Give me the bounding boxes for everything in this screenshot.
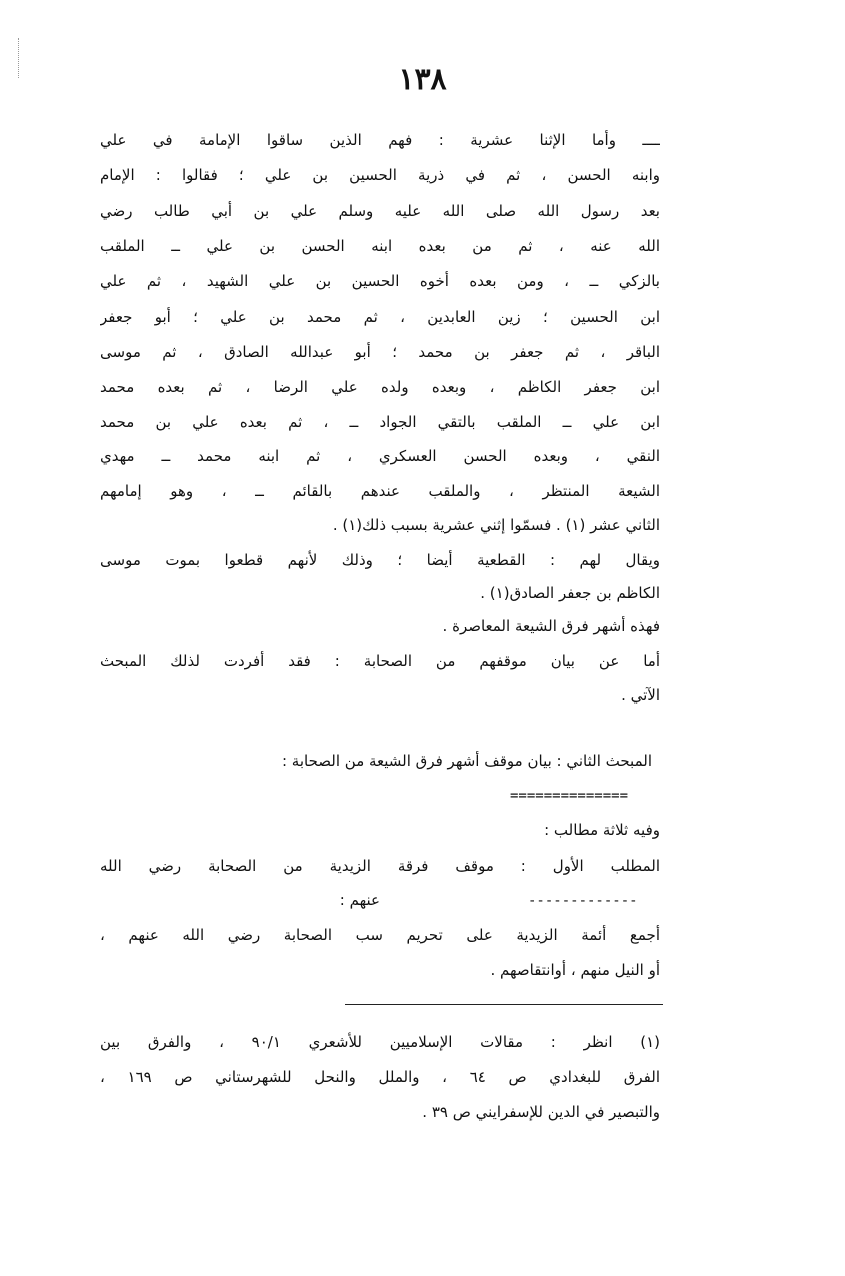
body-line: ــــ وأما الإثنا عشرية : فهم الذين ساقوا الإمامة في علي <box>100 131 660 149</box>
footnote-line: الفرق للبغدادي ص ٦٤ ، والملل والنحل للشهرستاني ص ١٦٩ ، <box>100 1068 660 1086</box>
section-body-line: أجمع أئمة الزيدية على تحريم سب الصحابة رضي الله عنهم ، <box>100 926 660 944</box>
body-line: بعد رسول الله صلى الله عليه وسلم علي بن أبي طالب رضي <box>100 202 660 220</box>
body-line: ابن الحسين ؛ زين العابدين ، ثم محمد بن علي ؛ أبو جعفر <box>100 308 660 326</box>
body-line: أما عن بيان موقفهم من الصحابة : فقد أفردت لذلك المبحث <box>100 652 660 670</box>
body-line: فهذه أشهر فرق الشيعة المعاصرة . <box>442 617 660 635</box>
body-line: وابنه الحسن ، ثم في ذرية الحسين بن علي ؛ فقالوا : الإمام <box>100 166 660 184</box>
footnote-line: (١) انظر : مقالات الإسلاميين للأشعري ٩٠/١ ، والفرق بين <box>100 1033 660 1051</box>
section-intro: وفيه ثلاثة مطالب : <box>544 821 660 839</box>
body-line: الآتي . <box>621 686 660 704</box>
body-line: ويقال لهم : القطعية أيضا ؛ وذلك لأنهم قطعوا بموت موسى <box>100 551 660 569</box>
subsection-heading: المطلب الأول : موقف فرقة الزيدية من الصحابة رضي الله <box>100 857 660 875</box>
footnote-line: والتبصير في الدين للإسفرايني ص ٣٩ . <box>422 1103 660 1121</box>
body-line: الباقر ، ثم جعفر بن محمد ؛ أبو عبدالله الصادق ، ثم موسى <box>100 343 660 361</box>
body-line: ابن جعفر الكاظم ، وبعده ولده علي الرضا ، ثم بعده محمد <box>100 378 660 396</box>
body-line: الكاظم بن جعفر الصادق(١) . <box>480 584 660 602</box>
body-line: النقي ، وبعده الحسن العسكري ، ثم ابنه محمد ــ مهدي <box>100 447 660 465</box>
subsection-heading-continuation: عنهم : <box>339 891 380 909</box>
body-line: الشيعة المنتظر ، والملقب عندهم بالقائم ــ ، وهو إمامهم <box>100 482 660 500</box>
body-line: ابن علي ــ الملقب بالتقي الجواد ــ ، ثم بعده علي بن محمد <box>100 413 660 431</box>
page-number: ١٣٨ <box>398 62 447 97</box>
body-line: الله عنه ، ثم من بعده ابنه الحسن بن علي ــ الملقب <box>100 237 660 255</box>
section-heading: المبحث الثاني : بيان موقف أشهر فرق الشيعة من الصحابة : <box>281 752 652 770</box>
section-body-line: أو النيل منهم ، أوانتقاصهم . <box>490 961 660 979</box>
section-heading-underline: ============== <box>510 788 629 804</box>
footnote-separator <box>345 1004 663 1005</box>
subsection-heading-underline: ------------- <box>528 893 638 909</box>
body-line: الثاني عشر (١) . فسمّوا إثني عشرية بسبب ذلك(١) . <box>332 516 660 534</box>
body-line: بالزكي ــ ، ومن بعده أخوه الحسين بن علي الشهيد ، ثم علي <box>100 272 660 290</box>
